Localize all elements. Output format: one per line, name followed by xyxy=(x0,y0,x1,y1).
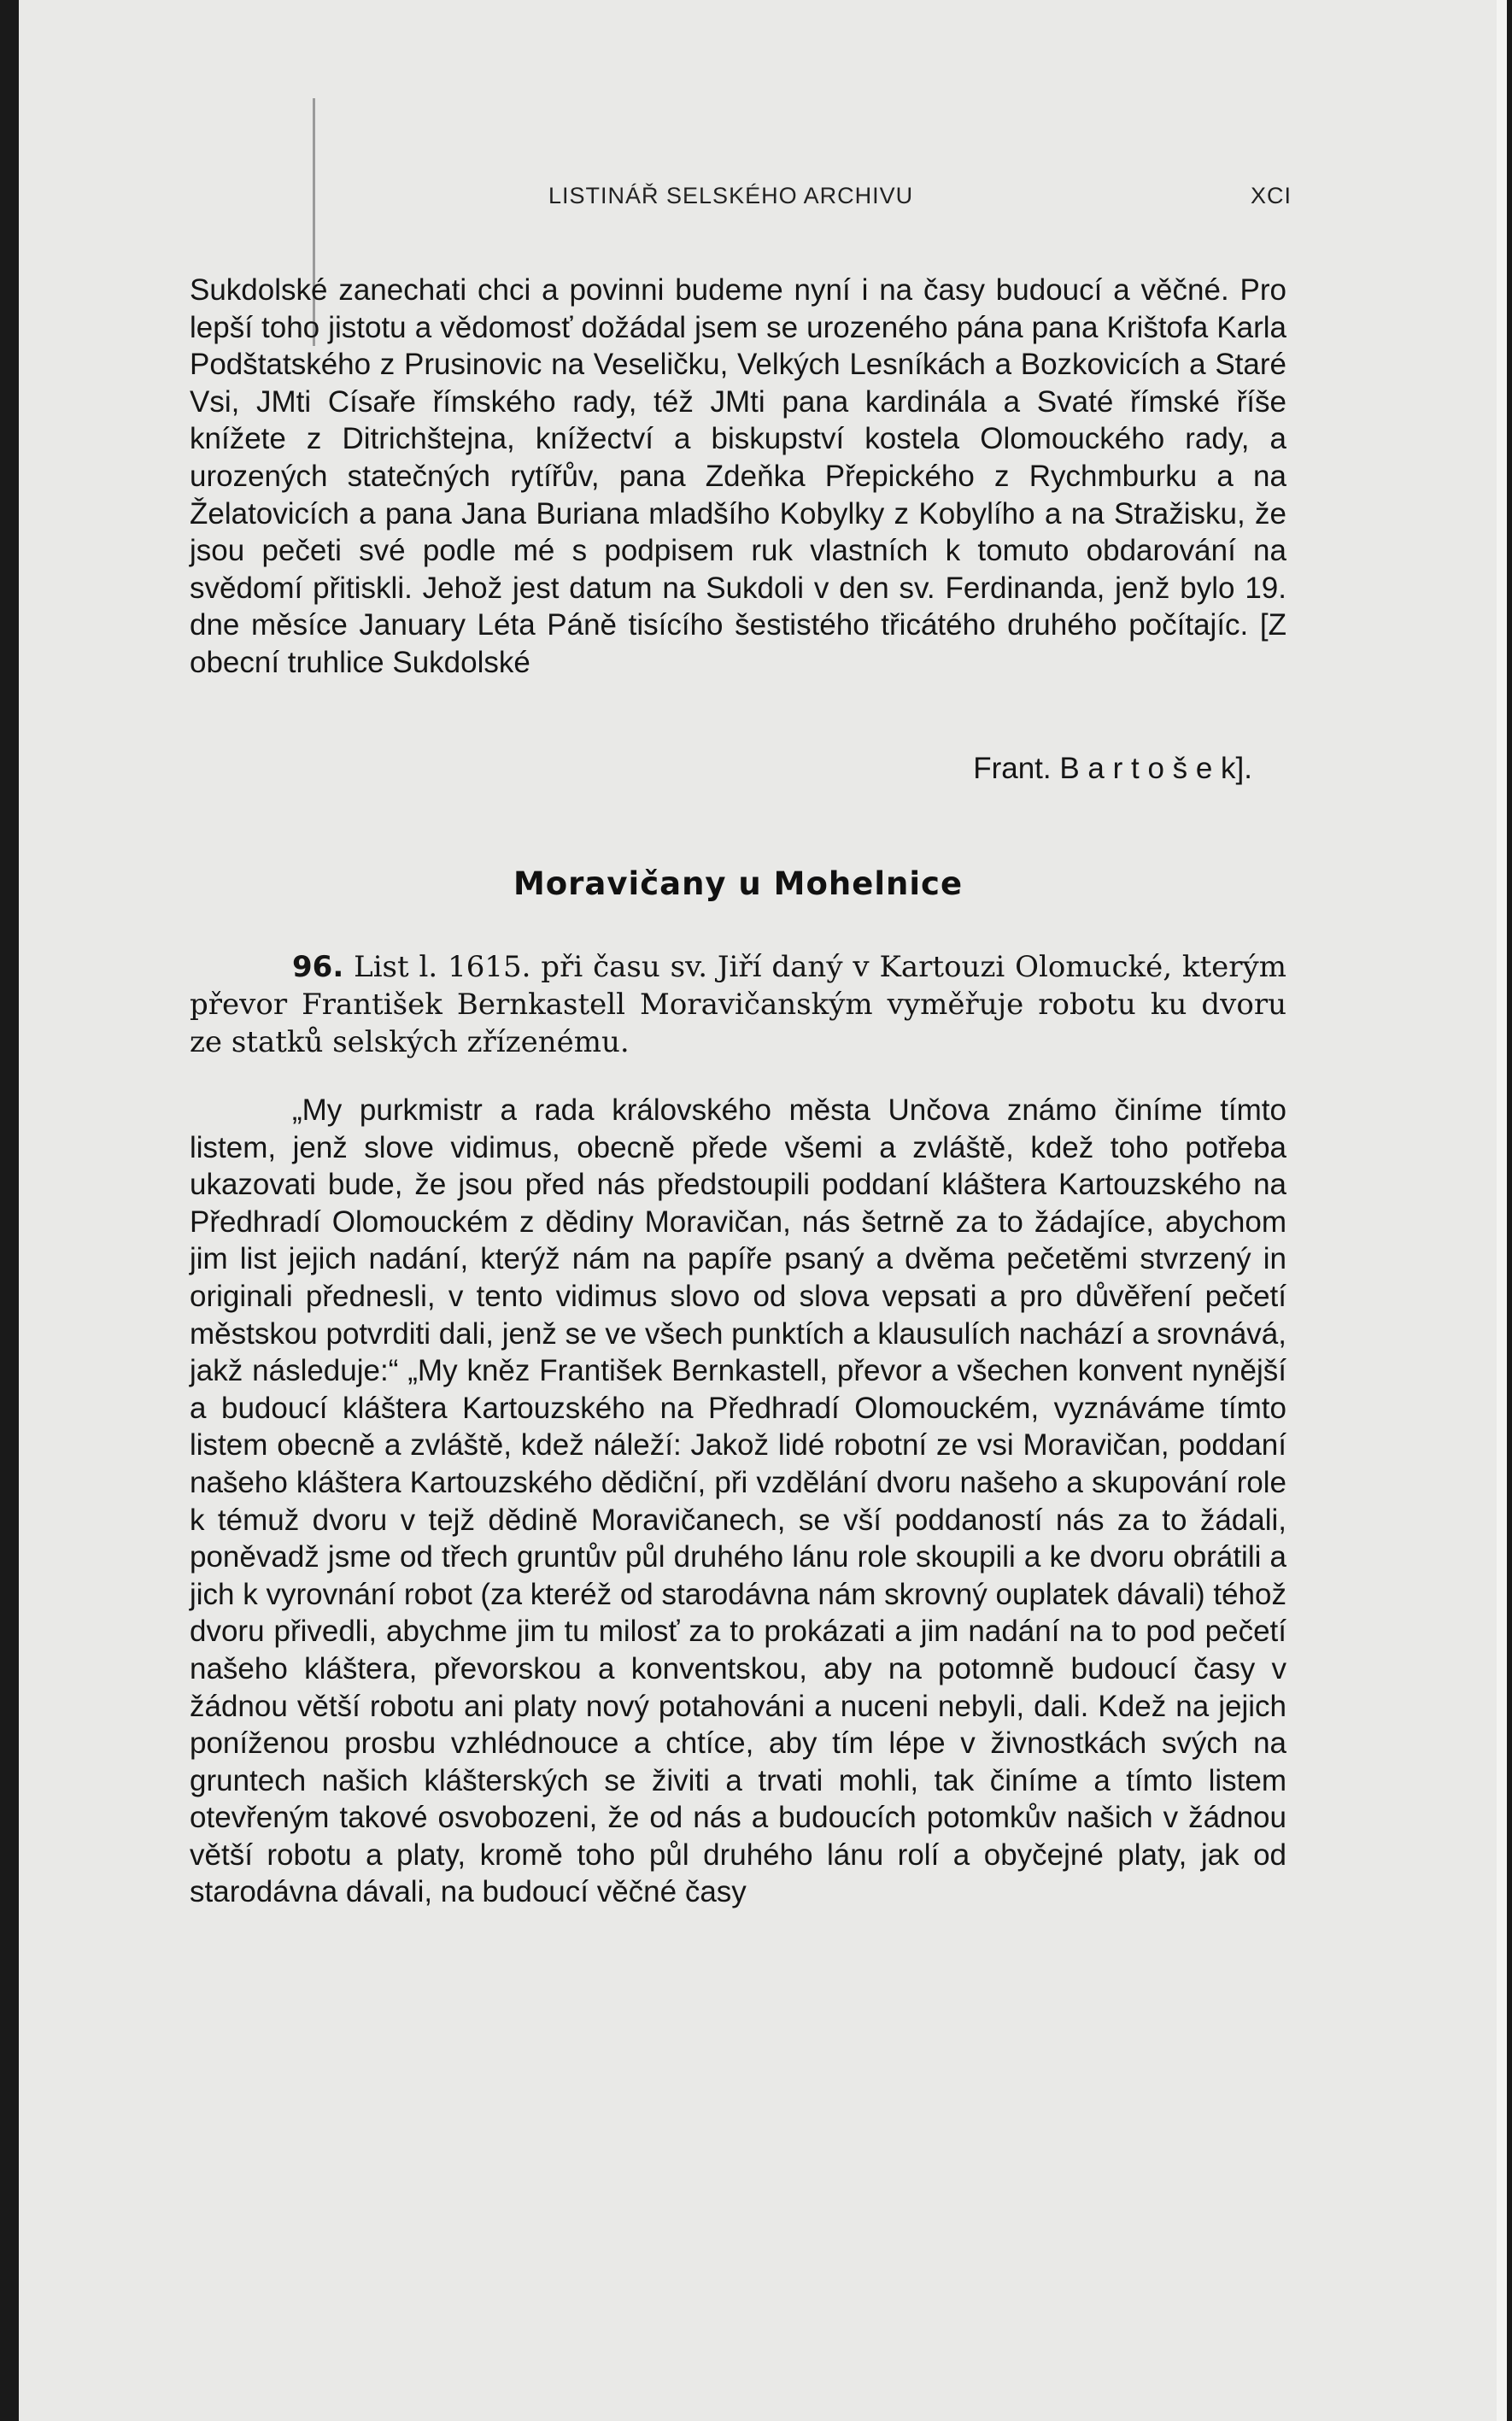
page-edge xyxy=(1497,0,1507,2421)
document-number: 96. xyxy=(292,950,344,984)
section-heading: Moravičany u Mohelnice xyxy=(513,865,964,902)
book-page xyxy=(19,0,1507,2421)
main-paragraph: „My purkmistr a rada královského města Unčova známo činíme tímto listem, jenž slove vidimus, obecně přede všemi a zvláště, kdež toho potřeba ukazovati bude, že jsou před nás předstoupili poddaní kláštera Kartouzského na Předhradí Olomouckém z dědiny Moravičan, nás šetrně za to žádajíce, abychom jim list jejich nadání, kterýž nám na papíře psaný a dvěma pečetěmi stvrzený in originali přednesli, v tento vidimus slovo od slova vepsati a pro důvěření pečetí městskou potvrditi dali, jenž se ve všech punktích a klausulích nachází a srovnává, jakž následuje:“ „My kněz František Bernkastell, převor a všechen konvent nynější a budoucí kláštera Kartouzského na Předhradí Olomouckém, vyznáváme tímto listem obecně a zvláště, kdež náleží: Jakož lidé robotní ze vsi Moravičan, poddaní našeho kláštera Kartouzského dědiční, při vzdělání dvoru našeho a skupování role k témuž dvoru v tejž dědině Moravičanech, se vší poddaností nás za to žádali, poněvadž jsme od třech gruntův půl druhého lánu role skoupili a ke dvoru obrátili a jich k vyrovnání robot (za kteréž od starodávna nám skrovný ouplatek dávali) téhož dvoru přivedli, abychme jim tu milosť za to prokázati a jim nadání na to pod pečetí našeho kláštera, převorskou a konventskou, aby na potomně budoucí časy v žádnou větší robotu ani platy nový potahováni a nuceni nebyli, dali. Kdež na jejich poníženou prosbu vzhlédnouce a chtíce, aby tím lépe v živnostkách svých na gruntech našich klášterských se živiti a trvati mohli, tak činíme a tímto listem otevřeným takové osvobozeni, že od nás a budoucích potomkův našich v žádnou větší robotu a platy, kromě toho půl druhého lánu rolí a obyčejné platy, jak od starodávna dávali, na budoucí věčné časy xyxy=(190,1093,1286,1909)
signature: Frant. B a r t o š e k]. xyxy=(973,752,1252,785)
regest-text: List l. 1615. při času sv. Jiří daný v Kartouzi Olomucké, kterým převor František Bernkastell Moravičanským vyměřuje robotu ku dvoru ze statků selských zřízenému. xyxy=(190,950,1286,1059)
page-number: XCI xyxy=(1250,183,1292,208)
running-title: LISTINÁŘ SELSKÉHO ARCHIVU xyxy=(548,183,914,208)
document-regest xyxy=(190,948,1286,1061)
intro-paragraph: Sukdolské zanechati chci a povinni budeme nyní i na časy budoucí a věčné. Pro lepší toho jistotu a vědomosť dožádal jsem se urozeného pána pana Krištofa Karla Podštatského z Prusinovic na Veseličku, Velkých Lesníkách a Bozkovicích a Staré Vsi, JMti Císaře římského rady, též JMti pana kardinála a Svaté římské říše knížete z Ditrichštejna, knížectví a biskupství kostela Olomouckého rady, a urozených statečných rytířův, pana Zdeňka Přepického z Rychmburku a na Želatovicích a pana Jana Buriana mladšího Kobylky z Kobylího a na Stražisku, že jsou pečeti své podle mé s podpisem ruk vlastních k tomuto obdarování na svědomí přitiskli. Jehož jest datum na Sukdoli v den sv. Ferdinanda, jenž bylo 19. dne měsíce January Léta Páně tisícího šestistého třicátého druhého počítajíc. [Z obecní truhlice Sukdolské xyxy=(190,273,1286,679)
